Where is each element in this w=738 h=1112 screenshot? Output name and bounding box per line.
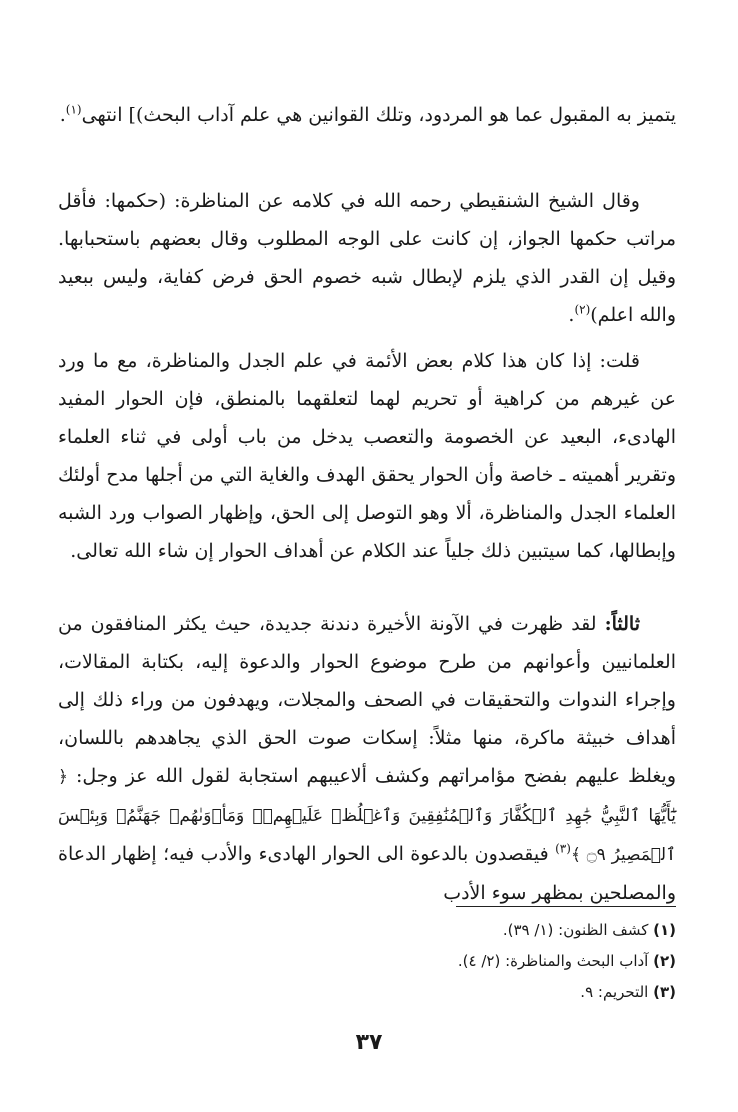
paragraph-text: وقال الشيخ الشنقيطي رحمه الله في كلامه عن المناظرة: (حكمها: فأقل مراتب حكمها الجواز، إن كانت على الوجه المطلوب وقال بعضهم باستحبابها. وقيل إن القدر الذي يلزم لإبطال شبه خصوم الحق فرض كفاية، وليس ببعيد والله اعلم) xyxy=(58,190,676,326)
paragraph-lead: قلت: xyxy=(599,350,640,372)
footnote-text: كشف الظنون: (١/ ٣٩). xyxy=(502,921,649,939)
paragraph-quote-end xyxy=(58,96,676,134)
footnote-item xyxy=(56,977,676,1008)
footnotes-section xyxy=(56,915,676,1008)
paragraph-thalithan xyxy=(58,605,676,912)
paragraph-qultu xyxy=(58,342,676,570)
footnote-ref-1[interactable]: (١) xyxy=(65,102,82,117)
paragraph-text-before: لقد ظهرت في الآونة الأخيرة دندنة جديدة، حيث يكثر المنافقون من العلمانيين وأعوانهم من طرح موضوع الحوار والدعوة إليه، بكتابة المقالات، وإجراء الندوات والتحقيقات في الصحف والمجلات، ويهدفون من وراء ذلك إلى أهداف خبيثة ماكرة، منها مثلاً: إسكات صوت الحق الذي يجاهدهم باللسان، ويغلظ عليهم بفضح مؤامراتهم وكشف ألاعيبهم استجابة لقول الله عز وجل: xyxy=(58,613,677,787)
quran-verse: ﴿ يَٰٓأَيُّهَا ٱلنَّبِيُّ جَٰهِدِ ٱلۡكُفَّارَ وَٱلۡمُنَٰفِقِينَ وَٱغۡلُظۡ عَلَيۡهِمۡۚ وَمَأۡوَىٰهُمۡ جَهَنَّمُۖ وَبِئۡسَ ٱلۡمَصِيرُ ۝٩ ﴾ xyxy=(58,767,676,865)
footnote-ref-2[interactable]: (٢) xyxy=(574,302,591,317)
paragraph-shinqiti xyxy=(58,182,676,334)
paragraph-lead: ثالثاً: xyxy=(604,613,640,635)
footnote-divider xyxy=(456,906,676,907)
footnote-ref-3[interactable]: (٣) xyxy=(555,841,571,856)
paragraph-text: إذا كان هذا كلام بعض الأئمة في علم الجدل والمناظرة، مع ما ورد عن غيرهم من كراهية أو تحريم لهما لتعلقهما بالمنطق، فإن الحوار المفيد الهادىء، البعيد عن الخصومة والتعصب يدخل من باب أولى في ثناء العلماء وتقرير أهميته ـ خاصة وأن الحوار يحقق الهدف والغاية التي من أجلها مدح أولئك العلماء الجدل والمناظرة، ألا وهو التوصل إلى الحق، وإظهار الصواب ورد الشبه وإبطالها، كما سيتبين ذلك جلياً عند الكلام عن أهداف الحوار إن شاء الله تعالى. xyxy=(58,350,676,562)
footnote-text: التحريم: ٩. xyxy=(580,983,649,1001)
paragraph-text: يتميز به المقبول عما هو المردود، وتلك القوانين هي علم آداب البحث)] انتهى xyxy=(81,104,676,126)
paragraph-tail: . xyxy=(59,104,66,126)
page-number: ٣٧ xyxy=(355,1030,383,1055)
footnote-text: آداب البحث والمناظرة: (٢/ ٤). xyxy=(457,952,649,970)
paragraph-text-after: فيقصدون بالدعوة الى الحوار الهادىء والأدب فيه؛ إظهار الدعاة والمصلحين بمظهر سوء الأدب xyxy=(58,843,676,904)
footnote-number: (١) xyxy=(653,921,676,939)
footnote-number: (٣) xyxy=(653,983,676,1001)
footnote-number: (٢) xyxy=(653,952,676,970)
paragraph-tail: . xyxy=(568,304,575,326)
footnote-item xyxy=(56,946,676,977)
footnote-item xyxy=(56,915,676,946)
